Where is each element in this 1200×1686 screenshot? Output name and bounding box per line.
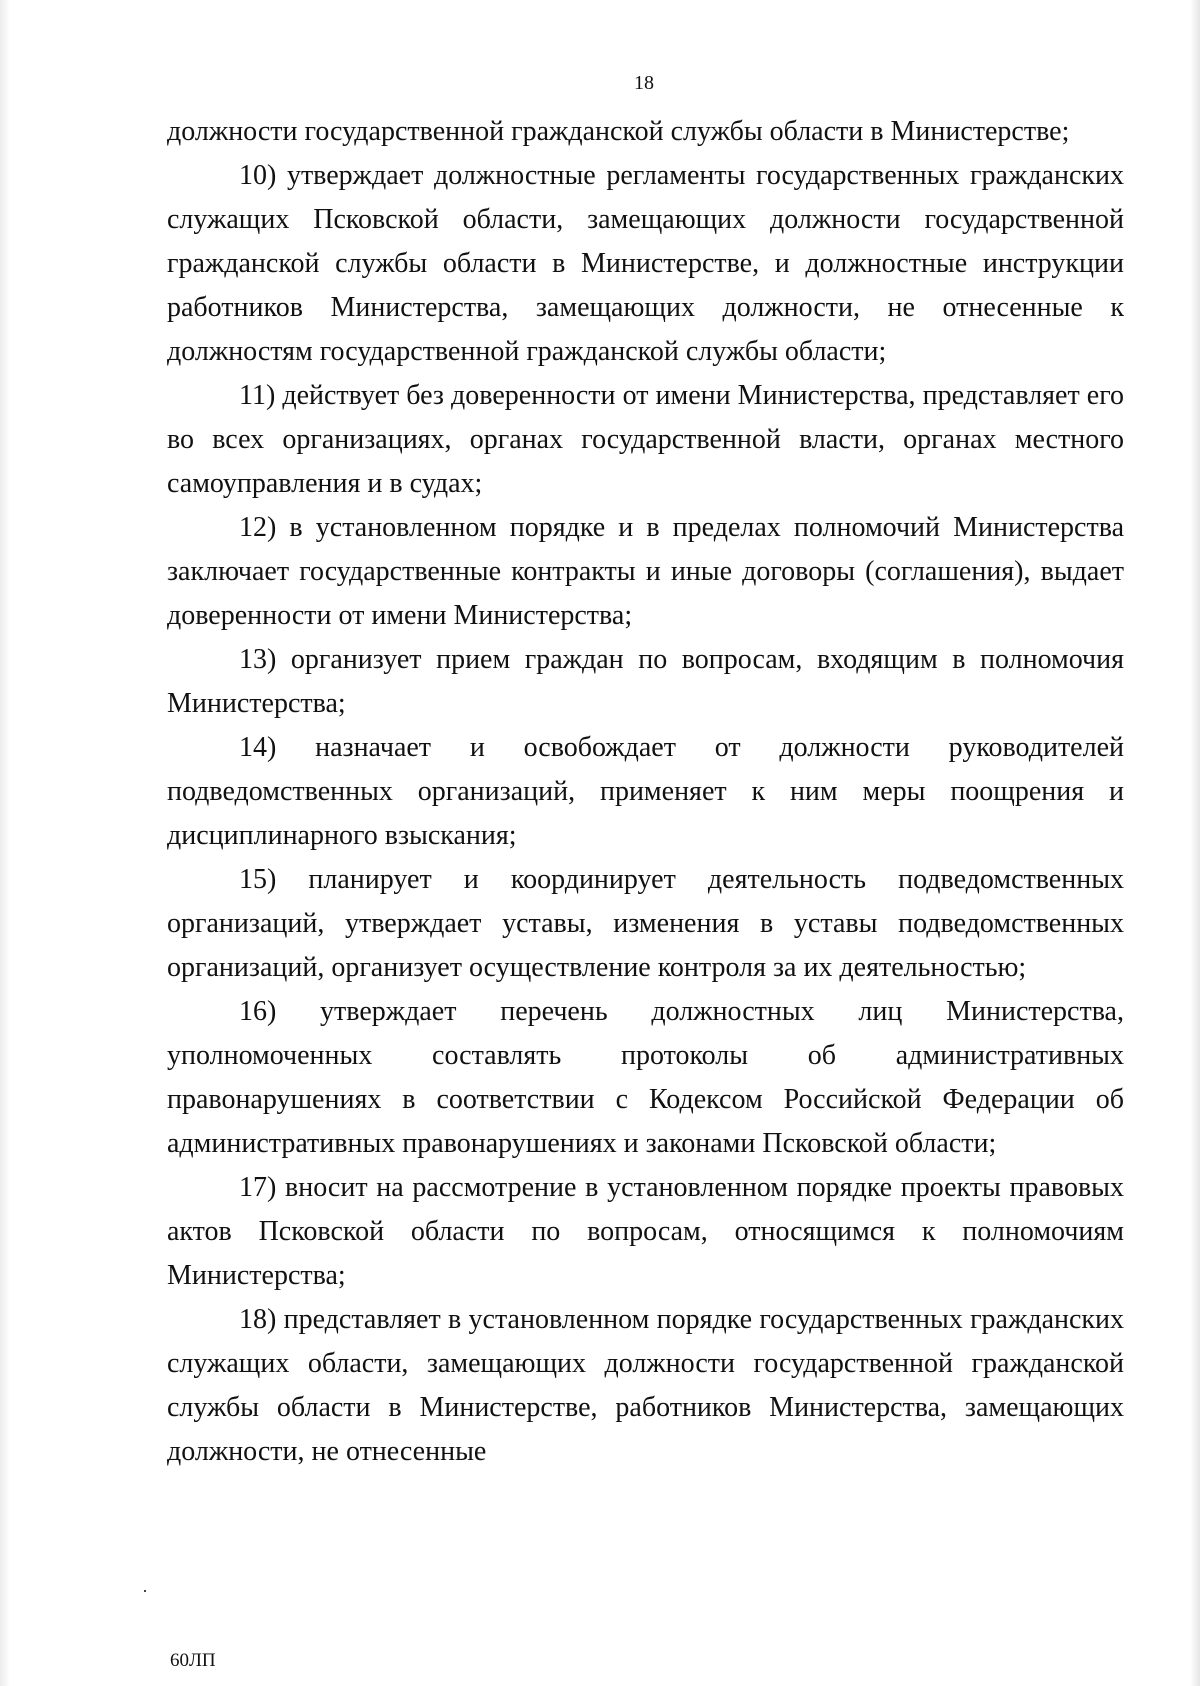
paragraph-item-10: 10) утверждает должностные регламенты государственных гражданских служащих Псковской области, замещающих должности государственной гражданской службы области в Министерстве, и должностные инструкции работников Министерства, замещающих должности, не отнесенные к должностям государственной гражданской службы области; [167,160,1124,367]
paragraph-item-18: 18) представляет в установленном порядке государственных гражданских служащих области, замещающих должности государственной гражданской службы области в Министерстве, работников Министерства, замещающих должности, не отнесенные [167,1304,1124,1467]
paragraph-item-11: 11) действует без доверенности от имени Министерства, представляет его во всех организациях, органах государственной власти, органах местного самоуправления и в судах; [167,380,1124,499]
paragraph-item-14: 14) назначает и освобождает от должности руководителей подведомственных организаций, применяет к ним меры поощрения и дисциплинарного взыскания; [167,732,1124,851]
paragraph-item-13: 13) организует прием граждан по вопросам, входящим в полномочия Министерства; [167,644,1124,719]
paragraph-item-17: 17) вносит на рассмотрение в установленном порядке проекты правовых актов Псковской области по вопросам, относящимся к полномочиям Министерства; [167,1172,1124,1291]
page-number: 18 [634,72,654,94]
scan-edge-left [0,0,10,1686]
footer-document-code: 60ЛП [170,1650,216,1671]
scan-speck [144,1590,146,1592]
paragraph-continuation: должности государственной гражданской службы области в Министерстве; [167,116,1070,147]
paragraph-item-12: 12) в установленном порядке и в пределах полномочий Министерства заключает государственные контракты и иные договоры (соглашения), выдает доверенности от имени Министерства; [167,512,1124,631]
paragraph-item-16: 16) утверждает перечень должностных лиц Министерства, уполномоченных составлять протоколы об административных правонарушениях в соответствии с Кодексом Российской Федерации об административных правонарушениях и законами Псковской области; [167,996,1124,1159]
paragraph-item-15: 15) планирует и координирует деятельность подведомственных организаций, утверждает уставы, изменения в уставы подведомственных организаций, организует осуществление контроля за их деятельностью; [167,864,1124,983]
scan-edge-right [1190,0,1200,1686]
document-body [167,110,1124,1474]
